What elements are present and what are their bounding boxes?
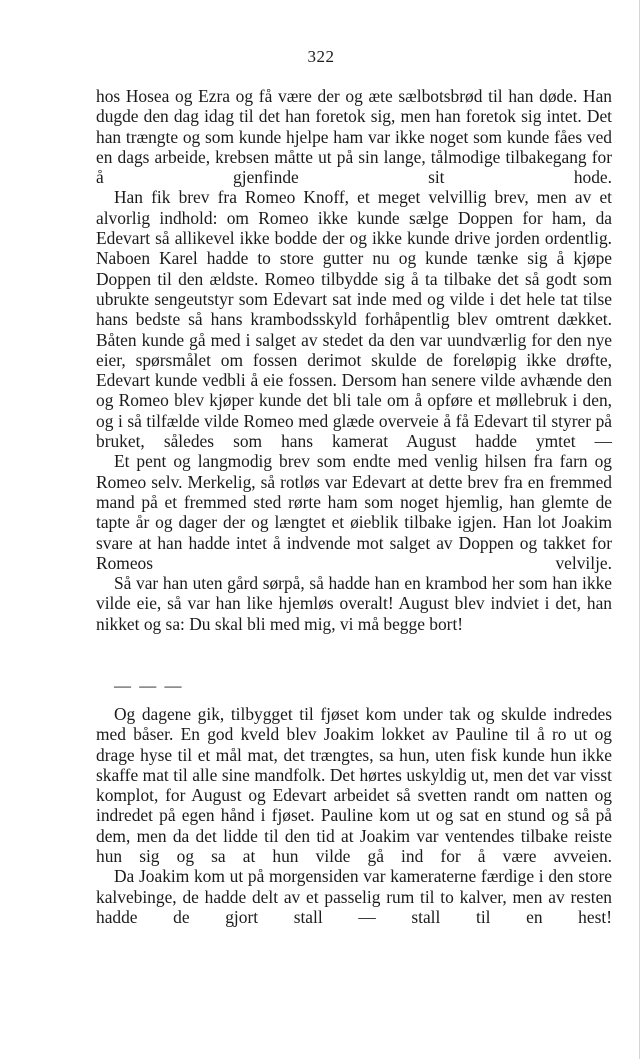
paragraph: Han fik brev fra Romeo Knoff, et meget velvillig brev, men av et alvorlig indhold: om Romeo ikke kunde sælge Doppen for ham, da Edevart så allikevel ikke bodde der og ikke kunde drive jorden ordentlig. Naboen Karel hadde to store gutter nu og kunde tænke sig å kjøpe Doppen til den ældste. Romeo tilbydde sig å ta tilbake det så godt som ubrukte sengeutstyr som Edevart sat inde med og vilde i det hele tat tilse hans bedste så hans krambodsskyld forhåpentlig blev omtrent dækket. Båten kunde gå med i salget av stedet da den var uundværlig for den nye eier, spørsmålet om fossen derimot skulde de foreløpig ikke drøfte, Edevart kunde vedbli å eie fossen. Dersom han senere vilde avhænde den og Romeo blev kjøper kunde det bli tale om å opføre et møllebruk i den, og i så tilfælde vilde Romeo med glæde overveie å få Edevart til styrer på bruket, således som hans kamerat August hadde ymtet — xyxy=(96,187,612,452)
text-section-1 xyxy=(96,86,612,634)
page-edge-line xyxy=(639,0,640,1059)
text-section-2 xyxy=(96,704,612,927)
paragraph: Da Joakim kom ut på morgensiden var kameraterne færdige i den store kalvebinge, de hadde delt av et passelig rum til to kalver, men av resten hadde de gjort stall — stall til en hest! xyxy=(96,866,612,927)
paragraph: hos Hosea og Ezra og få være der og æte sælbotsbrød til han døde. Han dugde den dag idag til det han foretok sig, men han foretok sig intet. Det han trængte og som kunde hjelpe ham var ikke noget som kunde fåes ved en dags arbeide, krebsen måtte ut på sin lange, tålmodige tilbakegang for å gjenfinde sit hode. xyxy=(96,86,612,188)
page-number: 322 xyxy=(307,47,335,66)
section-separator: — — — xyxy=(114,676,184,695)
paragraph: Et pent og langmodig brev som endte med venlig hilsen fra farn og Romeo selv. Merkelig, så rotløs var Edevart at dette brev fra en fremmed mand på et fremmed sted rørte ham som noget hjemlig, han glemte de tapte år og dager der og længtet et øieblik tilbake igjen. Han lot Joakim svare at han hadde intet å indvende mot salget av Doppen og takket for Romeos velvilje. xyxy=(96,451,612,573)
paragraph: Og dagene gik, tilbygget til fjøset kom under tak og skulde indredes med båser. En god kveld blev Joakim lokket av Pauline til å ro ut og drage hyse til et mål mat, det trængtes, sa hun, uten fisk kunde hun ikke skaffe mat til alle sine mandfolk. Det hørtes uskyldig ut, men det var visst komplot, for August og Edevart arbeidet så svetten randt om natten og indredet på egen hånd i fjøset. Pauline kom ut og sat en stund og så på dem, men da det lidde til den tid at Joakim var ventendes tilbake reiste hun sig og sa at hun vilde gå ind for å være avveien. xyxy=(96,704,612,867)
paragraph: Så var han uten gård sørpå, så hadde han en krambod her som han ikke vilde eie, så var han like hjemløs overalt! August blev indviet i det, han nikket og sa: Du skal bli med mig, vi må begge bort! xyxy=(96,573,612,634)
